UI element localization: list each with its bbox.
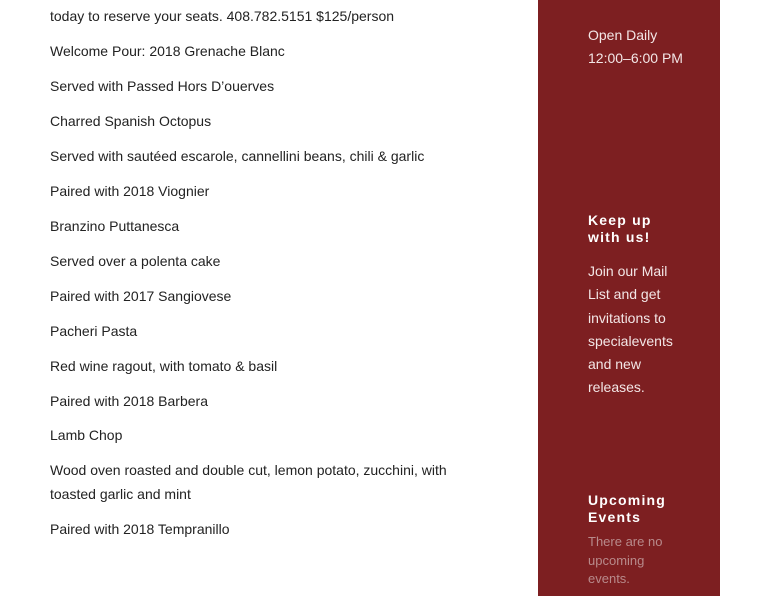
- menu-line: Red wine ragout, with tomato & basil: [50, 358, 278, 374]
- menu-line: Lamb Chop: [50, 427, 123, 443]
- mailing-list-text: Join our Mail List and get invitations to specialevents and new releases.: [588, 263, 673, 396]
- menu-line: Wood oven roasted and double cut, lemon potato, zucchini, with toasted garlic and mint: [50, 462, 447, 502]
- menu-line: Branzino Puttanesca: [50, 218, 180, 234]
- menu-line: Served over a polenta cake: [50, 253, 221, 269]
- menu-line: Paired with 2018 Barbera: [50, 393, 208, 409]
- upcoming-events-widget: [588, 492, 688, 589]
- menu-line: Welcome Pour: 2018 Grenache Blanc: [50, 43, 285, 59]
- widget-title: Upcoming Events: [588, 492, 667, 525]
- menu-line: Paired with 2018 Viognier: [50, 183, 210, 199]
- mailing-list-widget: [588, 212, 688, 400]
- menu-line: Paired with 2018 Tempranillo: [50, 521, 230, 537]
- menu-line: Charred Spanish Octopus: [50, 113, 212, 129]
- reservation-info: today to reserve your seats. 408.782.5151 $125/person: [50, 8, 395, 24]
- menu-line: Served with sautéed escarole, cannellini beans, chili & garlic: [50, 148, 425, 164]
- no-events-text: There are no upcoming events.: [588, 534, 663, 586]
- widget-title: Keep up with us!: [588, 212, 652, 245]
- menu-line: Pacheri Pasta: [50, 323, 138, 339]
- menu-line: Served with Passed Hors D’ouerves: [50, 78, 275, 94]
- sidebar: [538, 0, 720, 596]
- opening-hours: Open Daily 12:00–6:00 PM: [588, 27, 683, 66]
- menu-line: Paired with 2017 Sangiovese: [50, 288, 232, 304]
